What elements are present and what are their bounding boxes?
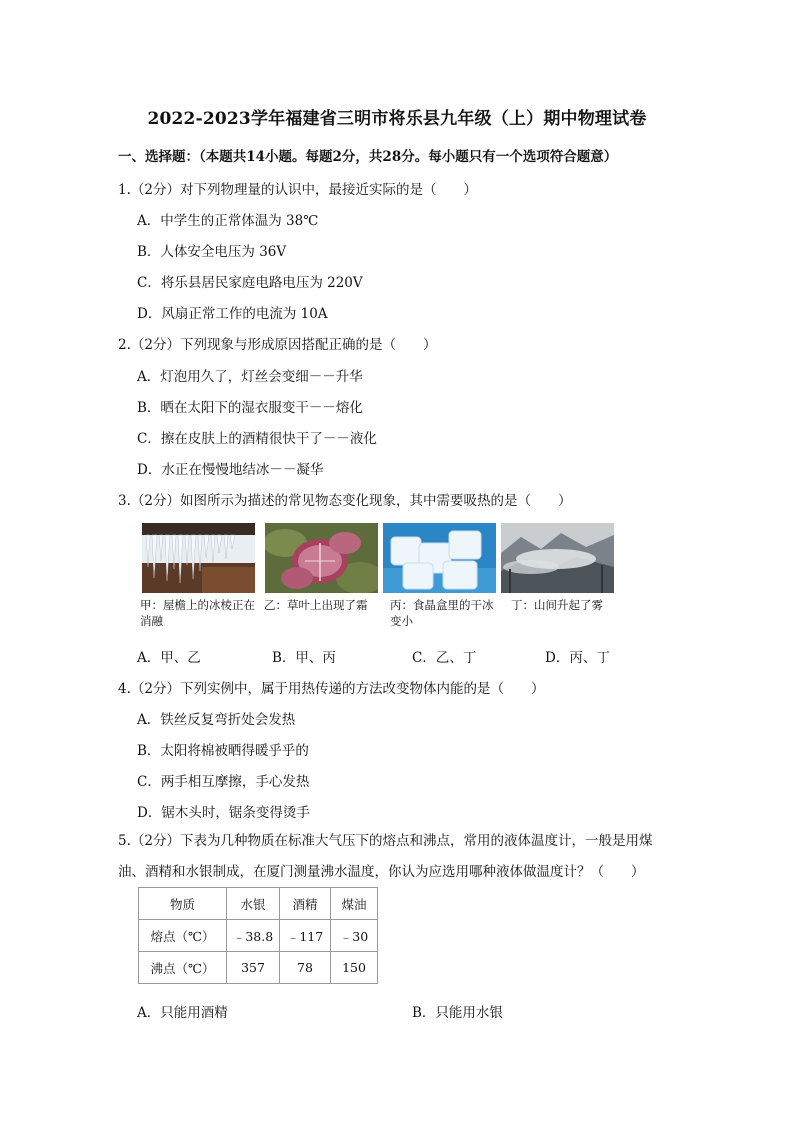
caption-yi: 乙：草叶上出现了霜 bbox=[264, 598, 368, 612]
question-4-stem: 4.（2分）下列实例中，属于用热传递的方法改变物体内能的是（ ） bbox=[118, 681, 545, 697]
table-header-row bbox=[139, 888, 378, 920]
caption-ding: 丁：山间升起了雾 bbox=[511, 598, 603, 612]
frost-leaf-photo bbox=[265, 523, 378, 593]
question-2-option-a: A．灯泡用久了，灯丝会变细－－升华 bbox=[137, 369, 363, 385]
question-3-option-d: D．丙、丁 bbox=[545, 650, 610, 666]
table-cell: 150 bbox=[331, 952, 378, 984]
question-3-option-c: C．乙、丁 bbox=[412, 650, 477, 666]
table-row bbox=[139, 952, 378, 984]
question-2-option-c: C．擦在皮肤上的酒精很快干了－－液化 bbox=[137, 431, 377, 447]
melting-boiling-table bbox=[138, 887, 378, 984]
question-1-option-d: D．风扇正常工作的电流为 10A bbox=[137, 306, 328, 322]
table-cell: 沸点（℃） bbox=[139, 952, 227, 984]
question-3-option-a: A．甲、乙 bbox=[137, 650, 201, 666]
question-1-option-c: C．将乐县居民家庭电路电压为 220V bbox=[137, 275, 363, 291]
caption-bing: 丙：食晶盒里的干冰变小 bbox=[390, 598, 494, 628]
table-cell: ﹣117 bbox=[280, 920, 331, 952]
question-1-option-a: A．中学生的正常体温为 38℃ bbox=[137, 213, 319, 229]
table-cell: 357 bbox=[227, 952, 280, 984]
table-row bbox=[139, 920, 378, 952]
question-5-stem: 5.（2分）下表为几种物质在标准大气压下的熔点和沸点，常用的液体温度计，一般是用煤油、酒精和水银制成，在厦门测量沸水温度，你认为应选用哪种液体做温度计？（ ） bbox=[118, 833, 653, 880]
exam-title: 2022-2023学年福建省三明市将乐县九年级（上）期中物理试卷 bbox=[147, 109, 647, 129]
table-cell: 水银 bbox=[227, 888, 280, 920]
question-4-option-b: B．太阳将棉被晒得暖乎乎的 bbox=[137, 743, 309, 759]
question-4-option-d: D．锯木头时，锯条变得烫手 bbox=[137, 805, 310, 821]
question-2-stem: 2.（2分）下列现象与形成原因搭配正确的是（ ） bbox=[118, 337, 437, 353]
table-cell: ﹣30 bbox=[331, 920, 378, 952]
question-5-option-b: B．只能用水银 bbox=[412, 1005, 503, 1021]
icicles-photo bbox=[142, 523, 255, 593]
question-1-stem: 1.（2分）对下列物理量的认识中，最接近实际的是（ ） bbox=[118, 182, 477, 198]
section-heading: 一、选择题：（本题共14小题。每题2分，共28分。每小题只有一个选项符合题意） bbox=[118, 149, 618, 165]
caption-jia: 甲：屋檐上的冰棱正在消融 bbox=[140, 598, 255, 628]
dry-ice-photo bbox=[383, 523, 496, 593]
table-cell: ﹣38.8 bbox=[227, 920, 280, 952]
question-3-stem: 3.（2分）如图所示为描述的常见物态变化现象，其中需要吸热的是（ ） bbox=[118, 493, 572, 509]
question-2-option-b: B．晒在太阳下的湿衣服变干－－熔化 bbox=[137, 400, 363, 416]
question-2-option-d: D．水正在慢慢地结冰－－凝华 bbox=[137, 462, 324, 478]
table-cell: 78 bbox=[280, 952, 331, 984]
question-4-option-a: A．铁丝反复弯折处会发热 bbox=[137, 712, 296, 728]
question-4-option-c: C．两手相互摩擦，手心发热 bbox=[137, 774, 310, 790]
table-cell: 熔点（℃） bbox=[139, 920, 227, 952]
table-cell: 煤油 bbox=[331, 888, 378, 920]
question-3-option-b: B．甲、丙 bbox=[272, 650, 336, 666]
fog-mountain-photo bbox=[501, 523, 614, 593]
table-cell: 酒精 bbox=[280, 888, 331, 920]
question-5-option-a: A．只能用酒精 bbox=[137, 1005, 228, 1021]
question-1-option-b: B．人体安全电压为 36V bbox=[137, 244, 287, 260]
table-cell: 物质 bbox=[139, 888, 227, 920]
